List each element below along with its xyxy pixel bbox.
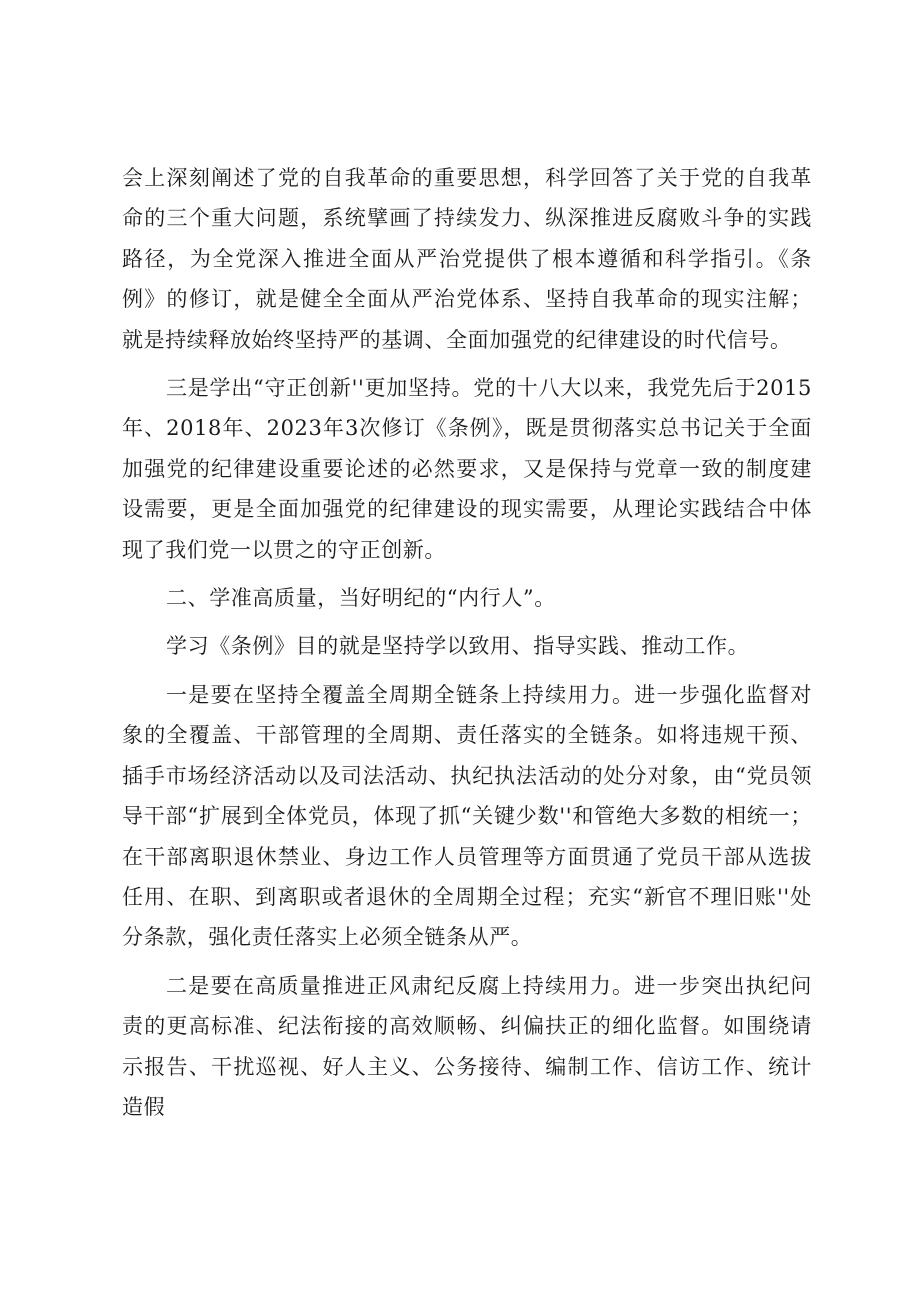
document-body	[122, 158, 812, 1127]
paragraph-purpose: 学习《条例》目的就是坚持学以致用、指导实践、推动工作。	[166, 634, 750, 659]
paragraph-point-two: 二是要在高质量推进正风肃纪反腐上持续用力。进一步突出执纪问责的更高标准、纪法衔接的高效顺畅、纠偏扶正的细化监督。如围绕请示报告、干扰巡视、好人主义、公务接待、编制工作、信访工作、统计造假	[122, 973, 812, 1119]
paragraph-point-three: 三是学出“守正创新''更加坚持。党的十八大以来，我党先后于2015年、2018年、2023年3次修订《条例》，既是贯彻落实总书记关于全面加强党的纪律建设重要论述的必然要求，又是保持与党章一致的制度建设需要，更是全面加强党的纪律建设的现实需要，从理论实践结合中体现了我们党一以贯之的守正创新。	[122, 376, 812, 562]
paragraph-continuation: 会上深刻阐述了党的自我革命的重要思想，科学回答了关于党的自我革命的三个重大问题，系统擘画了持续发力、纵深推进反腐败斗争的实践路径，为全党深入推进全面从严治党提供了根本遵循和科学指引。《条例》的修订，就是健全全面从严治党体系、坚持自我革命的现实注解；就是持续释放始终坚持严的基调、全面加强党的纪律建设的时代信号。	[122, 166, 812, 352]
section-heading-two: 二、学准高质量，当好明纪的“内行人”。	[166, 586, 556, 611]
paragraph-point-one: 一是要在坚持全覆盖全周期全链条上持续用力。进一步强化监督对象的全覆盖、干部管理的全周期、责任落实的全链条。如将违规干预、插手市场经济活动以及司法活动、执纪执法活动的处分对象，由“党员领导干部“扩展到全体党员，体现了抓“关键少数''和管绝大多数的相统一；在干部离职退休禁业、身边工作人员管理等方面贯通了党员干部从选拔任用、在职、到离职或者退休的全周期全过程；充实“新官不理旧账''处分条款，强化责任落实上必须全链条从严。	[122, 682, 812, 950]
